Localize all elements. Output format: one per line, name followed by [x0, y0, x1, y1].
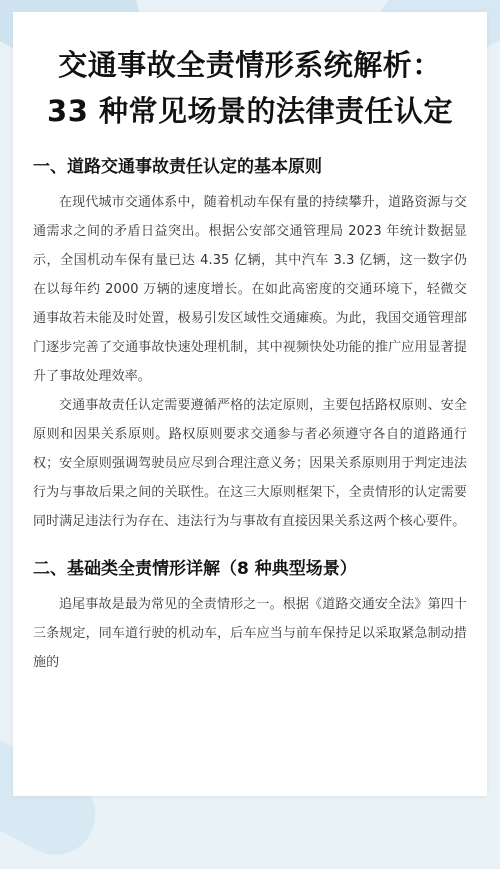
- paragraph: 在现代城市交通体系中，随着机动车保有量的持续攀升，道路资源与交通需求之间的矛盾日益突出。根据公安部交通管理局 2023 年统计数据显示，全国机动车保有量已达 4.35 亿辆，其中汽车 3.3 亿辆，这一数字仍在以每年约 2000 万辆的速度增长。在如此高密度的交通环境下，轻微交通事故若未能及时处置，极易引发区域性交通瘫痪。为此，我国交通管理部门逐步完善了交通事故快速处理机制，其中视频快处功能的推广应用显著提升了事故处理效率。: [33, 195, 467, 384]
- section-basic-principles: [33, 154, 467, 536]
- article-title: [33, 42, 467, 134]
- paragraph: 追尾事故是最为常见的全责情形之一。根据《道路交通安全法》第四十三条规定，同车道行驶的机动车，后车应当与前车保持足以采取紧急制动措施的: [33, 597, 467, 670]
- paragraph: 交通事故责任认定需要遵循严格的法定原则，主要包括路权原则、安全原则和因果关系原则。路权原则要求交通参与者必须遵守各自的道路通行权；安全原则强调驾驶员应尽到合理注意义务；因果关系原则用于判定违法行为与事故后果之间的关联性。在这三大原则框架下，全责情形的认定需要同时满足违法行为存在、违法行为与事故有直接因果关系这两个核心要件。: [33, 398, 467, 529]
- section-basic-full-liability-cases: [33, 556, 467, 677]
- article-title-line-1: 交通事故全责情形系统解析：: [58, 48, 442, 82]
- article-page: [13, 12, 487, 796]
- section-heading: 一、道路交通事故责任认定的基本原则: [33, 157, 322, 177]
- article-title-line-2: 33 种常见场景的法律责任认定: [47, 94, 453, 128]
- section-heading: 二、基础类全责情形详解（8 种典型场景）: [33, 559, 357, 579]
